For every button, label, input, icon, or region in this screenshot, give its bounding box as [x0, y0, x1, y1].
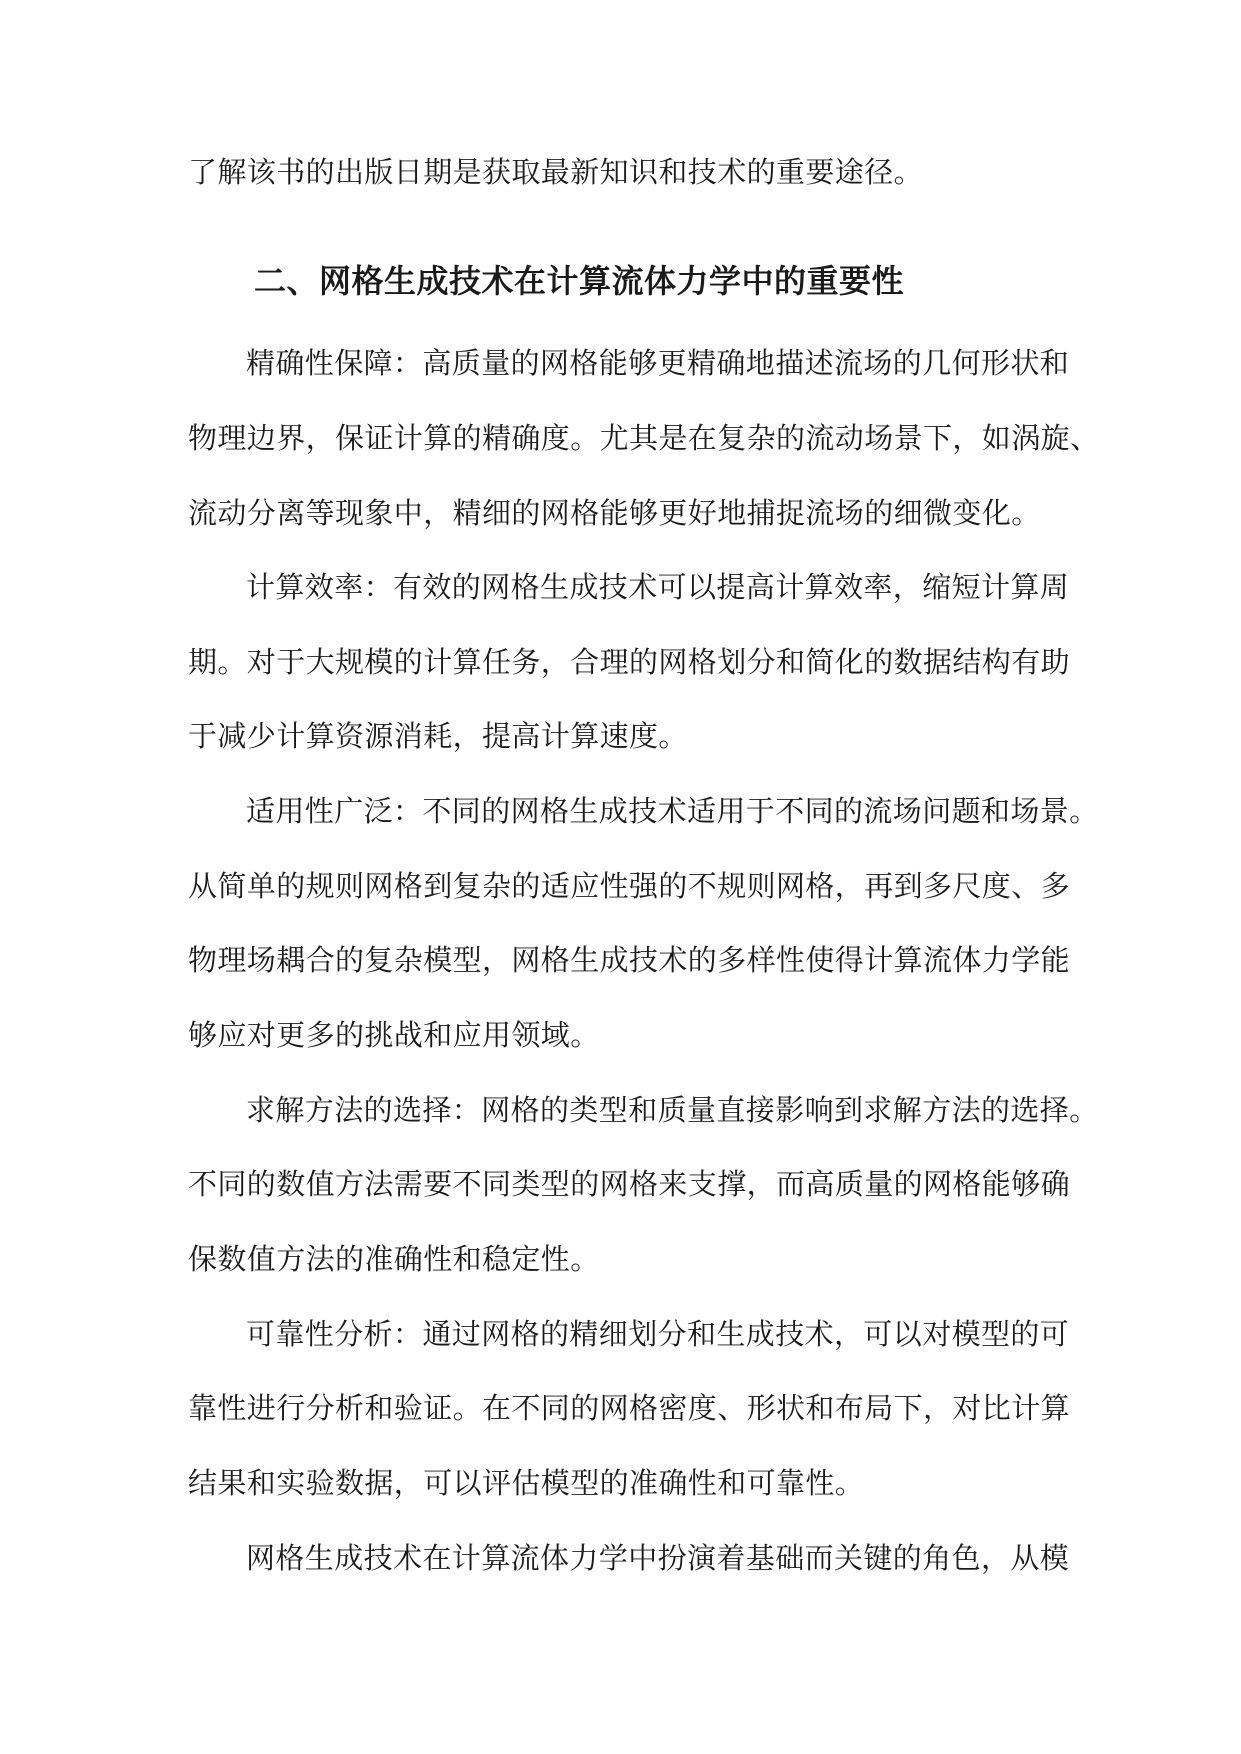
text-line: 保数值方法的准确性和稳定性。 — [188, 1242, 600, 1276]
text-line: 从简单的规则网格到复杂的适应性强的不规则网格，再到多尺度、多 — [188, 869, 1071, 903]
text-line: 结果和实验数据，可以评估模型的准确性和可靠性。 — [188, 1466, 865, 1500]
text-line: 流动分离等现象中，精细的网格能够更好地捕捉流场的细微变化。 — [188, 496, 1041, 530]
text-line: 靠性进行分析和验证。在不同的网格密度、形状和布局下，对比计算 — [188, 1391, 1071, 1425]
paragraph-first-line: 可靠性分析：通过网格的精细划分和生成技术，可以对模型的可 — [246, 1317, 1070, 1351]
text-line: 了解该书的出版日期是获取最新知识和技术的重要途径。 — [188, 155, 924, 189]
text-line: 期。对于大规模的计算任务，合理的网格划分和简化的数据结构有助 — [188, 645, 1071, 679]
text-line: 够应对更多的挑战和应用领域。 — [188, 1018, 600, 1052]
text-line: 物理边界，保证计算的精确度。尤其是在复杂的流动场景下，如涡旋、 — [188, 421, 1100, 455]
paragraph-first-line: 精确性保障：高质量的网格能够更精确地描述流场的几何形状和 — [246, 346, 1070, 380]
text-line: 不同的数值方法需要不同类型的网格来支撑，而高质量的网格能够确 — [188, 1167, 1071, 1201]
section-heading: 二、网格生成技术在计算流体力学中的重要性 — [254, 262, 905, 300]
paragraph-first-line: 网格生成技术在计算流体力学中扮演着基础而关键的角色，从模 — [246, 1541, 1070, 1575]
paragraph-first-line: 求解方法的选择：网格的类型和质量直接影响到求解方法的选择。 — [246, 1093, 1099, 1127]
text-line: 物理场耦合的复杂模型，网格生成技术的多样性使得计算流体力学能 — [188, 943, 1071, 977]
text-line: 于减少计算资源消耗，提高计算速度。 — [188, 719, 688, 753]
paragraph-first-line: 适用性广泛：不同的网格生成技术适用于不同的流场问题和场景。 — [246, 794, 1099, 828]
paragraph-first-line: 计算效率：有效的网格生成技术可以提高计算效率，缩短计算周 — [246, 570, 1070, 604]
